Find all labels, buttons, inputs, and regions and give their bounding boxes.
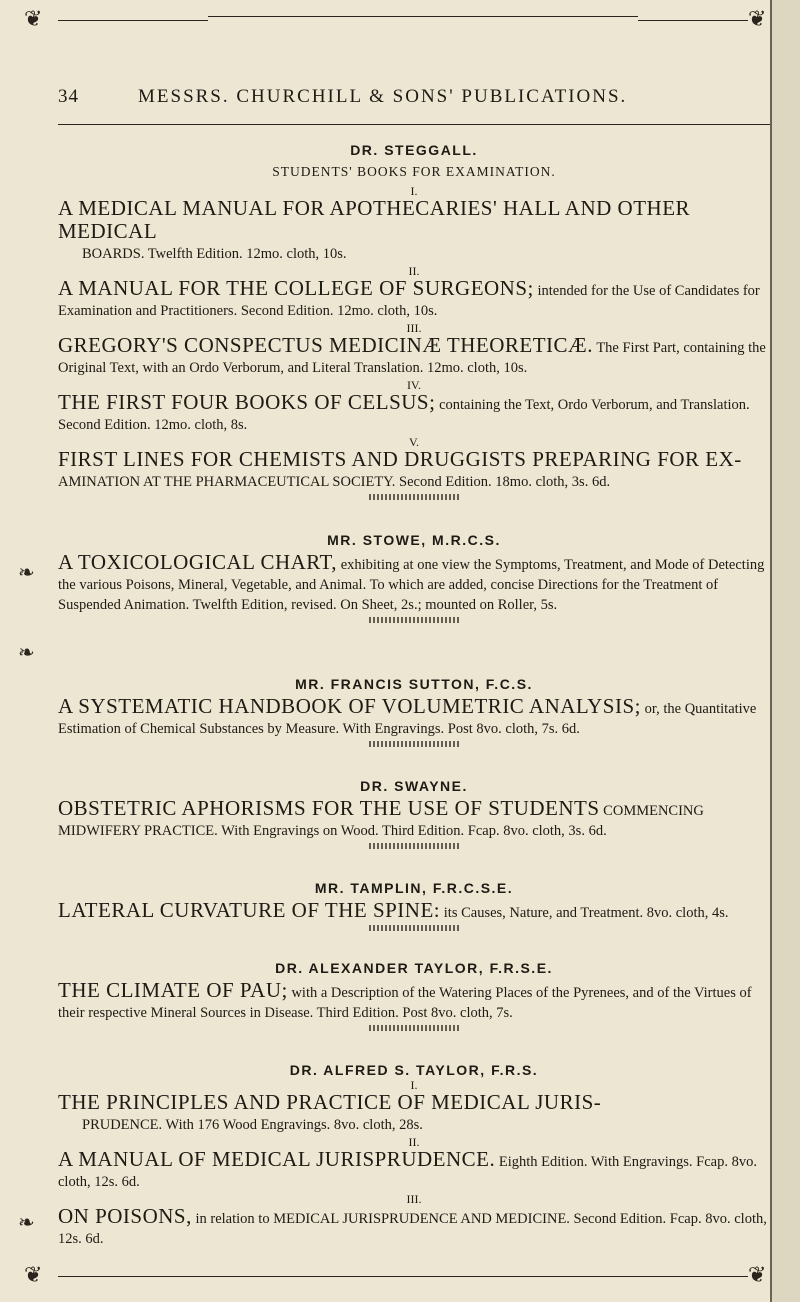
book-details: BOARDS. Twelfth Edition. 12mo. cloth, 10s. [82, 246, 347, 262]
item-number: II. [408, 1135, 420, 1149]
book-entry [58, 1149, 770, 1192]
item-number: I. [410, 1078, 418, 1092]
item-number: III. [406, 1192, 422, 1206]
book-entry [58, 392, 770, 435]
author-heading: DR. SWAYNE. [360, 778, 468, 794]
item-number: IV. [406, 378, 422, 392]
book-details: exhibiting at one view the Symptoms, Treatment, and Mode of Detecting the various Poisons, Mineral, Vegetable, and Animal. To which are added, concise Directions for the Treatment of Suspended Animation. Twelfth Edition, revised. On Sheet, 2s.; mounted on Roller, 5s. [58, 557, 765, 613]
book-details: PRUDENCE. With 176 Wood Engravings. 8vo. cloth, 28s. [82, 1117, 423, 1133]
section-tamplin [58, 880, 770, 931]
author-heading: MR. STOWE, M.R.C.S. [327, 532, 501, 548]
book-title: LATERAL CURVATURE OF THE SPINE: [58, 898, 441, 922]
author-heading: MR. FRANCIS SUTTON, F.C.S. [295, 676, 533, 692]
book-title: OBSTETRIC APHORISMS FOR THE USE OF STUDENTS [58, 796, 600, 820]
author-heading: DR. ALEXANDER TAYLOR, F.R.S.E. [275, 960, 553, 976]
section-alexander-taylor [58, 960, 770, 1031]
wavy-divider [369, 617, 459, 623]
book-entry [58, 278, 770, 321]
section-steggall [58, 142, 770, 500]
book-details: Eighth Edition. With Engravings. Fcap. 8vo. cloth, 12s. 6d. [58, 1154, 757, 1190]
book-entry [58, 696, 770, 739]
book-details: its Causes, Nature, and Treatment. 8vo. cloth, 4s. [443, 905, 729, 921]
section-stowe [58, 532, 770, 623]
book-details: The First Part, containing the Original Text, with an Ordo Verborum, and Literal Translation. 12mo. cloth, 10s. [58, 340, 766, 376]
author-heading: DR. STEGGALL. [350, 142, 478, 158]
margin-ornament-icon: ❧ [18, 562, 35, 584]
book-entry [58, 1206, 770, 1249]
wavy-divider [369, 843, 459, 849]
book-entry [58, 900, 770, 923]
margin-ornament-icon: ❧ [18, 642, 35, 664]
item-number: V. [408, 435, 420, 449]
book-title: THE FIRST FOUR BOOKS OF CELSUS; [58, 390, 436, 414]
book-title: A MANUAL FOR THE COLLEGE OF SURGEONS; [58, 276, 534, 300]
book-details: containing the Text, Ordo Verborum, and Translation. Second Edition. 12mo. cloth, 8s. [58, 397, 750, 433]
book-entry [58, 1092, 770, 1135]
book-details: in relation to MEDICAL JURISPRUDENCE AND MEDICINE. Second Edition. Fcap. 8vo. cloth, 12s. 6d. [58, 1211, 767, 1247]
book-details: AMINATION AT THE PHARMACEUTICAL SOCIETY. Second Edition. 18mo. cloth, 3s. 6d. [58, 474, 611, 490]
book-entry [58, 335, 770, 378]
book-entry [58, 449, 770, 492]
corner-ornament-icon: ❦ [24, 1262, 43, 1287]
book-title: FIRST LINES FOR CHEMISTS AND DRUGGISTS PREPARING FOR EX- [58, 447, 742, 471]
corner-ornament-icon: ❦ [748, 6, 767, 31]
header-rule [58, 124, 770, 125]
book-title: THE PRINCIPLES AND PRACTICE OF MEDICAL JURIS- [58, 1090, 602, 1114]
book-title: A TOXICOLOGICAL CHART, [58, 550, 338, 574]
page-edge-right [770, 0, 800, 1302]
section-swayne [58, 778, 770, 849]
author-heading: DR. ALFRED S. TAYLOR, F.R.S. [289, 1062, 539, 1078]
book-details: with a Description of the Watering Places of the Pyrenees, and of the Virtues of their respective Mineral Sources in Disease. Third Edition. Post 8vo. cloth, 7s. [58, 985, 752, 1021]
book-details: intended for the Use of Candidates for Examination and Practitioners. Second Edition. 12mo. cloth, 10s. [58, 283, 760, 319]
running-head [58, 86, 770, 112]
wavy-divider [369, 925, 459, 931]
book-details: or, the Quantitative Estimation of Chemical Substances by Measure. With Engravings. Post 8vo. cloth, 7s. 6d. [58, 701, 757, 737]
running-title: MESSRS. CHURCHILL & SONS' PUBLICATIONS. [138, 86, 628, 107]
section-alfred-taylor [58, 1062, 770, 1249]
book-entry [58, 552, 770, 615]
wavy-divider [369, 1025, 459, 1031]
top-rule [208, 16, 638, 17]
page-number: 34 [58, 86, 79, 107]
corner-ornament-icon: ❦ [748, 1262, 767, 1287]
section-sutton [58, 676, 770, 747]
item-number: I. [410, 184, 418, 198]
book-details: COMMENCING MIDWIFERY PRACTICE. With Engravings on Wood. Third Edition. Fcap. 8vo. cloth, 3s. 6d. [58, 803, 704, 839]
book-entry [58, 980, 770, 1023]
book-entry [58, 798, 770, 841]
bottom-rule [58, 1276, 748, 1277]
margin-ornament-icon: ❧ [18, 1212, 35, 1234]
section-subheading: STUDENTS' BOOKS FOR EXAMINATION. [272, 164, 556, 179]
book-title: A MANUAL OF MEDICAL JURISPRUDENCE. [58, 1147, 496, 1171]
top-rule-left [58, 20, 208, 21]
item-number: III. [406, 321, 422, 335]
wavy-divider [369, 494, 459, 500]
book-title: GREGORY'S CONSPECTUS MEDICINÆ THEORETICÆ. [58, 333, 593, 357]
corner-ornament-icon: ❦ [24, 6, 43, 31]
page [18, 0, 770, 1302]
book-title: A SYSTEMATIC HANDBOOK OF VOLUMETRIC ANALYSIS; [58, 694, 641, 718]
book-title: THE CLIMATE OF PAU; [58, 978, 288, 1002]
author-heading: MR. TAMPLIN, F.R.C.S.E. [314, 880, 514, 896]
book-title: ON POISONS, [58, 1204, 192, 1228]
top-rule-right [638, 20, 748, 21]
item-number: II. [408, 264, 420, 278]
book-title: A MEDICAL MANUAL FOR APOTHECARIES' HALL AND OTHER MEDICAL [58, 196, 691, 243]
book-entry [58, 198, 770, 264]
wavy-divider [369, 741, 459, 747]
